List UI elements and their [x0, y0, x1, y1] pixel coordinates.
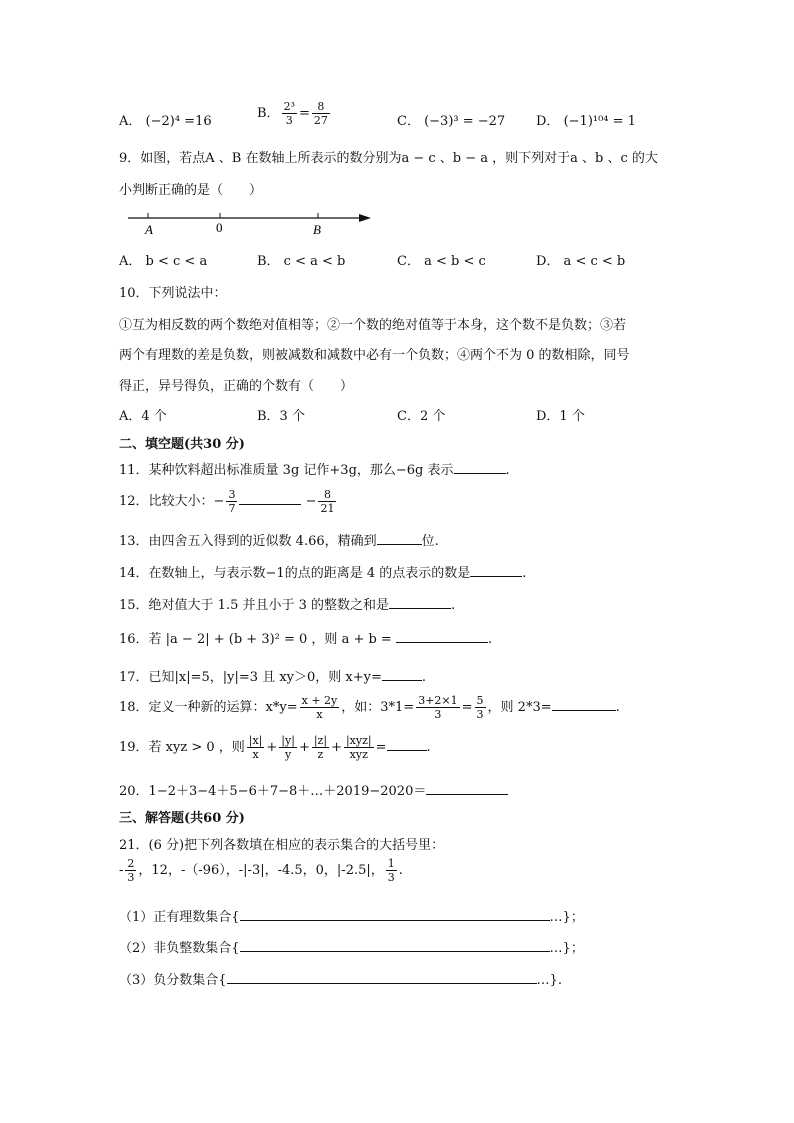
q21-stem: 21．(6 分)把下列各数填在相应的表示集合的大括号里：: [119, 838, 445, 853]
q9-option-a: A． b < c < a: [119, 254, 208, 269]
q9-stem-line1: 9．如图，若点A 、B 在数轴上所表示的数分别为a − c 、b − a ，则下列对于a 、b 、c 的大: [119, 151, 658, 166]
q12: 12．比较大小：− $\frac{3}{7}$ − $\frac{8}{21}$: [119, 488, 335, 515]
q17-answer-blank[interactable]: [382, 668, 422, 681]
q18-answer-blank[interactable]: [552, 698, 616, 711]
set2-answer-blank[interactable]: [240, 939, 550, 952]
q16-answer-blank[interactable]: [396, 630, 488, 643]
q9-option-b: B． c < a < b: [257, 254, 346, 269]
q20: 20．1−2＋3−4＋5−6＋7−8＋…＋2019−2020＝: [119, 780, 508, 799]
section-3-heading: 三、解答题(共60 分): [119, 811, 245, 826]
label-a: A: [145, 222, 153, 237]
q18: 18．定义一种新的运算：x*y= $\frac{x + 2y}{x}$ ，如：3*1= $\frac{3+2\times 1}{3}$ = $\frac{5}{3}$ ，则 2*3= .: [119, 694, 620, 721]
q10-option-d: D．1 个: [536, 409, 585, 424]
q9-option-d: D． a < c < b: [536, 254, 626, 269]
q14: 14．在数轴上，与表示数−1的点的距离是 4 的点表示的数是 .: [119, 566, 527, 581]
q15-answer-blank[interactable]: [389, 596, 451, 609]
q10-option-c: C．2 个: [397, 409, 446, 424]
q20-answer-blank[interactable]: [426, 782, 508, 795]
q8-option-b: B． $\frac{\text{2³}}{3}$ = $\frac{8}{27}$: [257, 100, 328, 127]
q21-numbers: - $\frac{2}{3}$ ，12，-（-96），-|-3|，-4.5，0，|-2.5|， $\frac{1}{3}$ .: [119, 857, 403, 884]
q21-set-positive-rationals: （1）正有理数集合{ …}；: [119, 910, 584, 925]
q8-option-c: C． (−3)³ = −27: [397, 114, 506, 129]
set3-answer-blank[interactable]: [227, 971, 537, 984]
q9-stem-line2: 小判断正确的是（ ）: [119, 183, 263, 198]
q10-title: 10．下列说法中：: [119, 286, 227, 301]
q21-set-nonnegative-integers: （2）非负整数集合{ …}；: [119, 941, 584, 956]
q8-option-d: D． (−1)¹⁰⁴ = 1: [536, 114, 636, 129]
q15: 15．绝对值大于 1.5 并且小于 3 的整数之和是 .: [119, 598, 456, 613]
q13-answer-blank[interactable]: [377, 532, 422, 545]
q19: 19．若 xyz > 0 ，则 $\frac{|x|}{x}$ + $\frac{|y|}{y}$ + $\frac{|z|}{z}$ + $\frac{\text{|xyz|}}{\text{xyz}}$ = .: [119, 734, 431, 761]
q12-answer-blank[interactable]: [239, 492, 301, 505]
q8-option-a: A． (−2)⁴ =16: [119, 114, 212, 129]
arrow-icon: [359, 214, 371, 222]
q19-answer-blank[interactable]: [387, 738, 427, 751]
q16: 16．若 |a − 2| + (b + 3)² = 0 ，则 a + b = .: [119, 632, 493, 647]
q10-statement-line2: 两个有理数的差是负数，则被减数和减数中必有一个负数；④两个不为 0 的数相除，同号: [119, 348, 630, 363]
q21-set-negative-fractions: （3）负分数集合{ …}.: [119, 973, 562, 988]
q14-answer-blank[interactable]: [470, 564, 522, 577]
q11-answer-blank[interactable]: [454, 461, 506, 474]
q11: 11．某种饮料超出标准质量 3g 记作+3g，那么−6g 表示 .: [119, 463, 510, 478]
number-line-figure: [125, 208, 375, 238]
label-0: 0: [216, 220, 223, 235]
q13: 13．由四舍五入得到的近似数 4.66，精确到 位.: [119, 534, 439, 549]
q17: 17．已知|x|=5，|y|=3 且 xy＞0，则 x+y= .: [119, 670, 427, 685]
q10-option-a: A．4 个: [119, 409, 167, 424]
q10-statement-line3: 得正，异号得负，正确的个数有（ ）: [119, 379, 354, 394]
q10-option-b: B．3 个: [257, 409, 305, 424]
section-2-heading: 二、填空题(共30 分): [119, 437, 245, 452]
set1-answer-blank[interactable]: [240, 908, 550, 921]
q10-statement-line1: ①互为相反数的两个数绝对值相等；②一个数的绝对值等于本身，这个数不是负数；③若: [119, 318, 627, 333]
label-b: B: [313, 222, 321, 237]
q9-option-c: C． a < b < c: [397, 254, 486, 269]
